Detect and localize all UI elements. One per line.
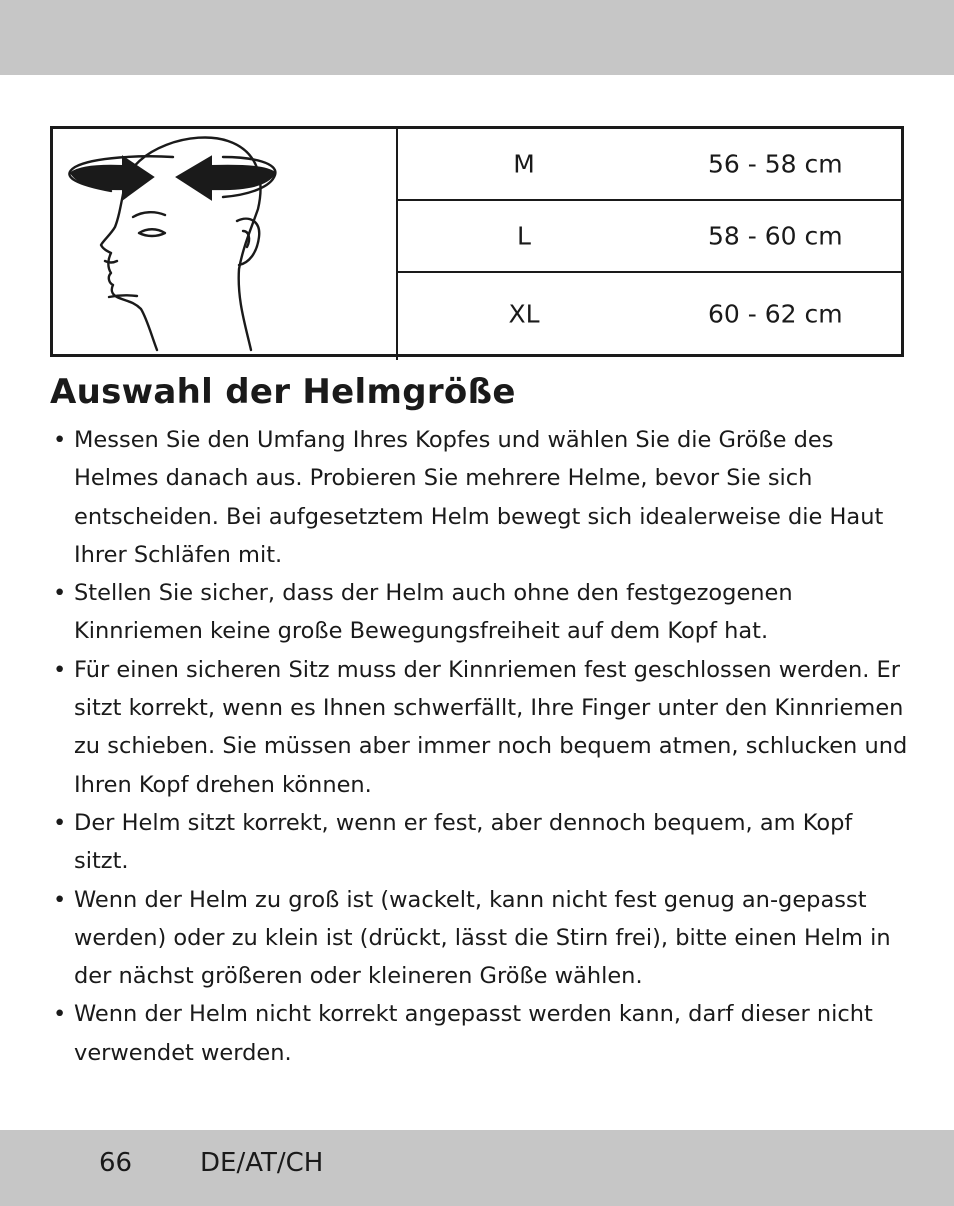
bullet-marker: • <box>53 580 67 607</box>
list-item <box>53 574 913 651</box>
list-item <box>53 421 913 574</box>
section-title: Auswahl der Helmgröße <box>50 372 516 412</box>
head-circumference-measure-icon <box>53 129 396 354</box>
list-item-text: Stellen Sie sicher, dass der Helm auch ohne den festgezogenen Kinnriemen keine große Bewegungsfreiheit auf dem Kopf hat. <box>74 580 793 645</box>
bullet-marker: • <box>53 886 67 913</box>
bullet-marker: • <box>53 809 67 836</box>
list-item-text: Für einen sicheren Sitz muss der Kinnriemen fest geschlossen werden. Er sitzt korrekt, wenn es Ihnen schwerfällt, Ihre Finger unter den Kinnriemen zu schieben. Sie müssen aber immer noch bequem atmen, schlucken und Ihren Kopf drehen können. <box>74 656 908 798</box>
list-item-text: Wenn der Helm nicht korrekt angepasst werden kann, darf dieser nicht verwendet werden. <box>74 1001 873 1066</box>
bullet-marker: • <box>53 1001 67 1028</box>
size-row-l <box>398 201 901 273</box>
size-range: 56 - 58 cm <box>708 149 843 179</box>
size-row-xl <box>398 273 901 354</box>
list-item <box>53 995 913 1072</box>
header-band <box>0 0 954 75</box>
list-item <box>53 881 913 996</box>
bullet-marker: • <box>53 427 67 453</box>
size-range: 58 - 60 cm <box>708 221 843 251</box>
list-item-text: Der Helm sitzt korrekt, wenn er fest, aber dennoch bequem, am Kopf sitzt. <box>74 809 853 875</box>
size-label: XL <box>508 299 540 328</box>
region-code: DE/AT/CH <box>200 1148 324 1178</box>
list-item <box>53 651 913 804</box>
list-item-text: Wenn der Helm zu groß ist (wackelt, kann nicht fest genug an-gepasst werden) oder zu klein ist (drückt, lässt die Stirn frei), bitte einen Helm in der nächst größeren oder kleineren Größe wählen. <box>74 886 891 990</box>
bullet-marker: • <box>53 656 67 683</box>
list-item <box>53 804 913 881</box>
size-range: 60 - 62 cm <box>708 299 843 328</box>
size-label: M <box>513 149 535 179</box>
page-number: 66 <box>99 1148 133 1178</box>
footer-band <box>0 1130 954 1206</box>
list-item-text: Messen Sie den Umfang Ihres Kopfes und wählen Sie die Größe des Helmes danach aus. Probieren Sie mehrere Helme, bevor Sie sich entscheiden. Bei aufgesetztem Helm bewegt sich idealerweise die Haut Ihrer Schläfen mit. <box>74 427 884 568</box>
instruction-list <box>53 421 913 1072</box>
helmet-size-table <box>50 126 904 357</box>
size-label: L <box>517 221 531 251</box>
size-row-m <box>398 129 901 201</box>
